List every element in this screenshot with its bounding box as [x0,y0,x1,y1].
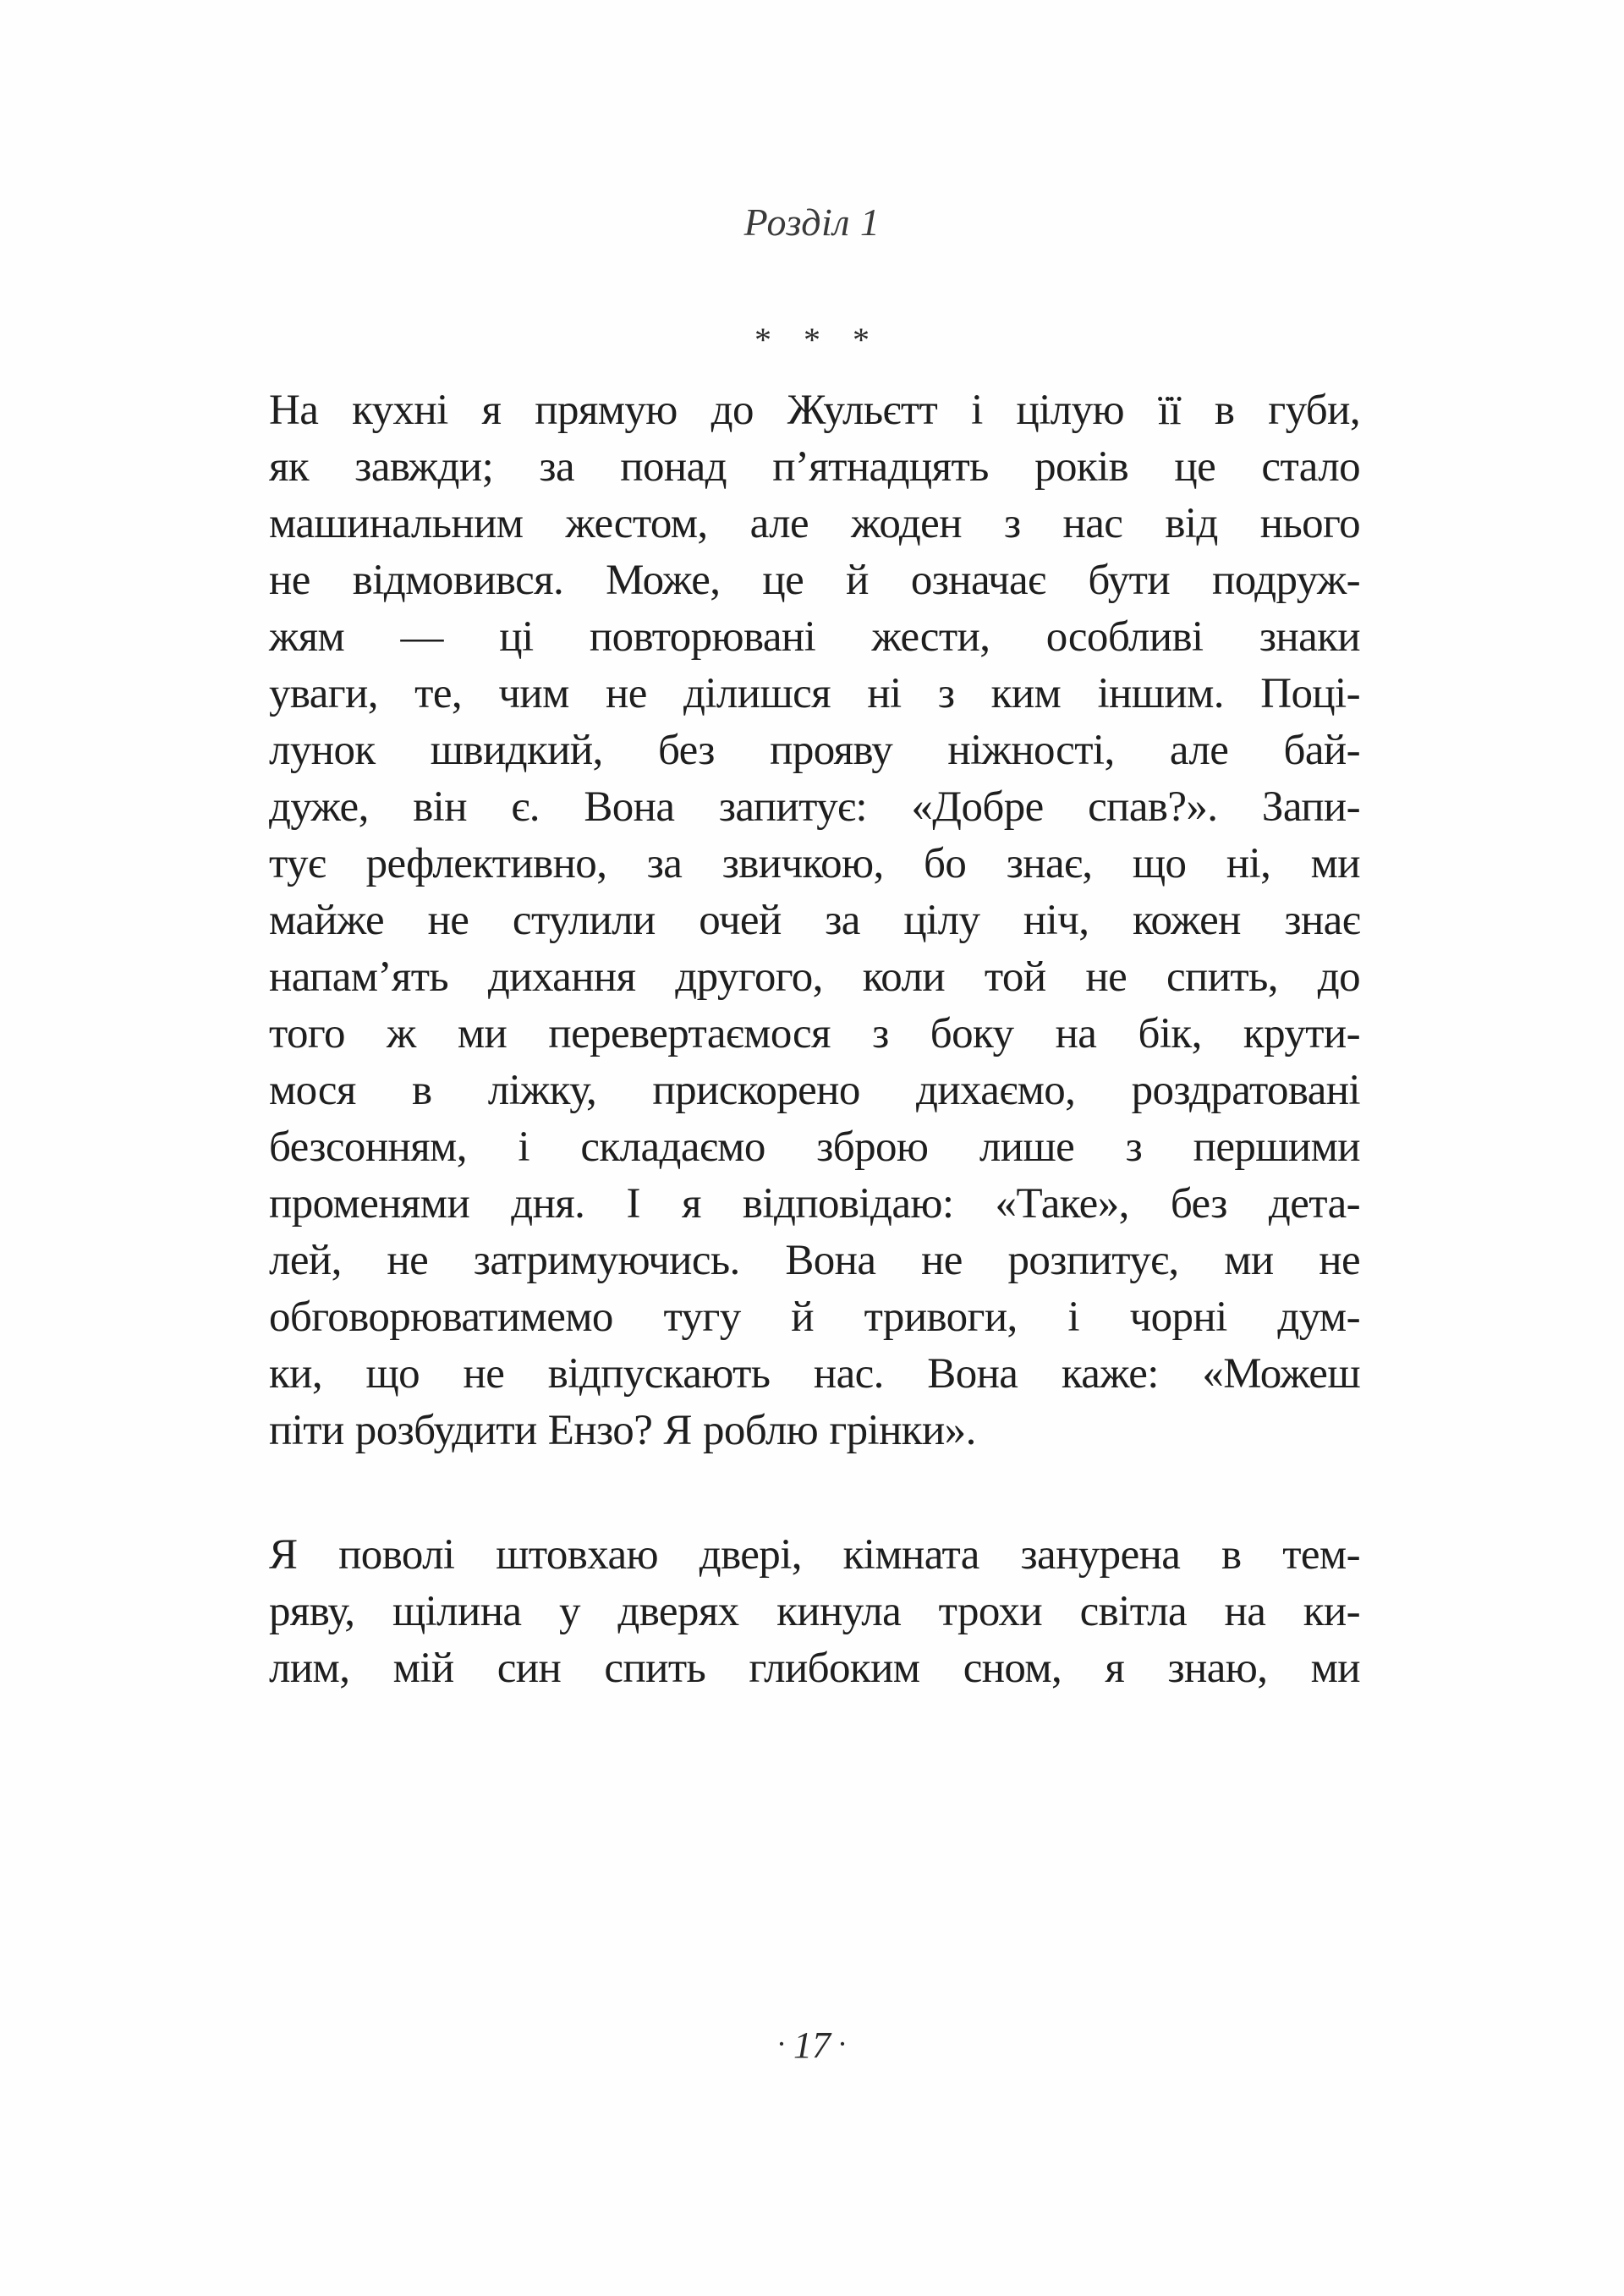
text-line: не відмовився. Може, це й означає бути подруж- [269,557,1360,604]
paragraph-1 [269,382,1360,1459]
text-line: машинальним жестом, але жоден з нас від нього [269,500,1360,547]
section-break-asterisks: * * * [754,321,881,359]
text-line: дуже, він є. Вона запитує: «Добре спав?». Запи- [269,783,1360,831]
chapter-running-head: Розділ 1 [743,200,881,244]
text-line: лунок швидкий, без прояву ніжності, але бай- [269,727,1360,774]
folio-dot-right: · [837,2027,848,2061]
text-line: жям — ці повторювані жести, особливі знаки [269,613,1360,661]
text-line: Я поволі штовхаю двері, кімната занурена в тем- [269,1531,1360,1579]
text-line: лей, не затримуючись. Вона не розпитує, ми не [269,1237,1360,1284]
paragraph-spacer [269,1459,1360,1527]
body-text [269,382,1360,1697]
folio-dot-left: · [776,2027,787,2061]
text-line: уваги, те, чим не ділишся ні з ким іншим. Поці- [269,670,1360,717]
page-number-footer [0,2024,1624,2067]
text-line: майже не стулили очей за цілу ніч, кожен знає [269,897,1360,944]
paragraph-2 [269,1527,1360,1697]
text-line: того ж ми перевертаємося з боку на бік, крути- [269,1010,1360,1057]
text-line: мося в ліжку, прискорено дихаємо, роздратовані [269,1067,1360,1114]
text-line: тує рефлективно, за звичкою, бо знає, що ні, ми [269,840,1360,887]
text-line: ки, що не відпускають нас. Вона каже: «Можеш [269,1350,1360,1398]
text-line: обговорюватимемо тугу й тривоги, і чорні дум- [269,1294,1360,1341]
text-line: як завжди; за понад п’ятнадцять років це стало [269,443,1360,491]
text-line: На кухні я прямую до Жульєтт і цілую її в губи, [269,387,1360,434]
text-line: піти розбудити Ензо? Я роблю грінки». [269,1407,976,1454]
text-line: лим, мій син спить глибоким сном, я знаю, ми [269,1645,1360,1692]
text-line: напам’ять дихання другого, коли той не спить, до [269,953,1360,1001]
text-line: безсонням, і складаємо зброю лише з першими [269,1123,1360,1171]
page-number: 17 [793,2024,831,2066]
text-line: променями дня. І я відповідаю: «Таке», без дета- [269,1180,1360,1228]
text-line: ряву, щілина у дверях кинула трохи світла на ки- [269,1588,1360,1635]
